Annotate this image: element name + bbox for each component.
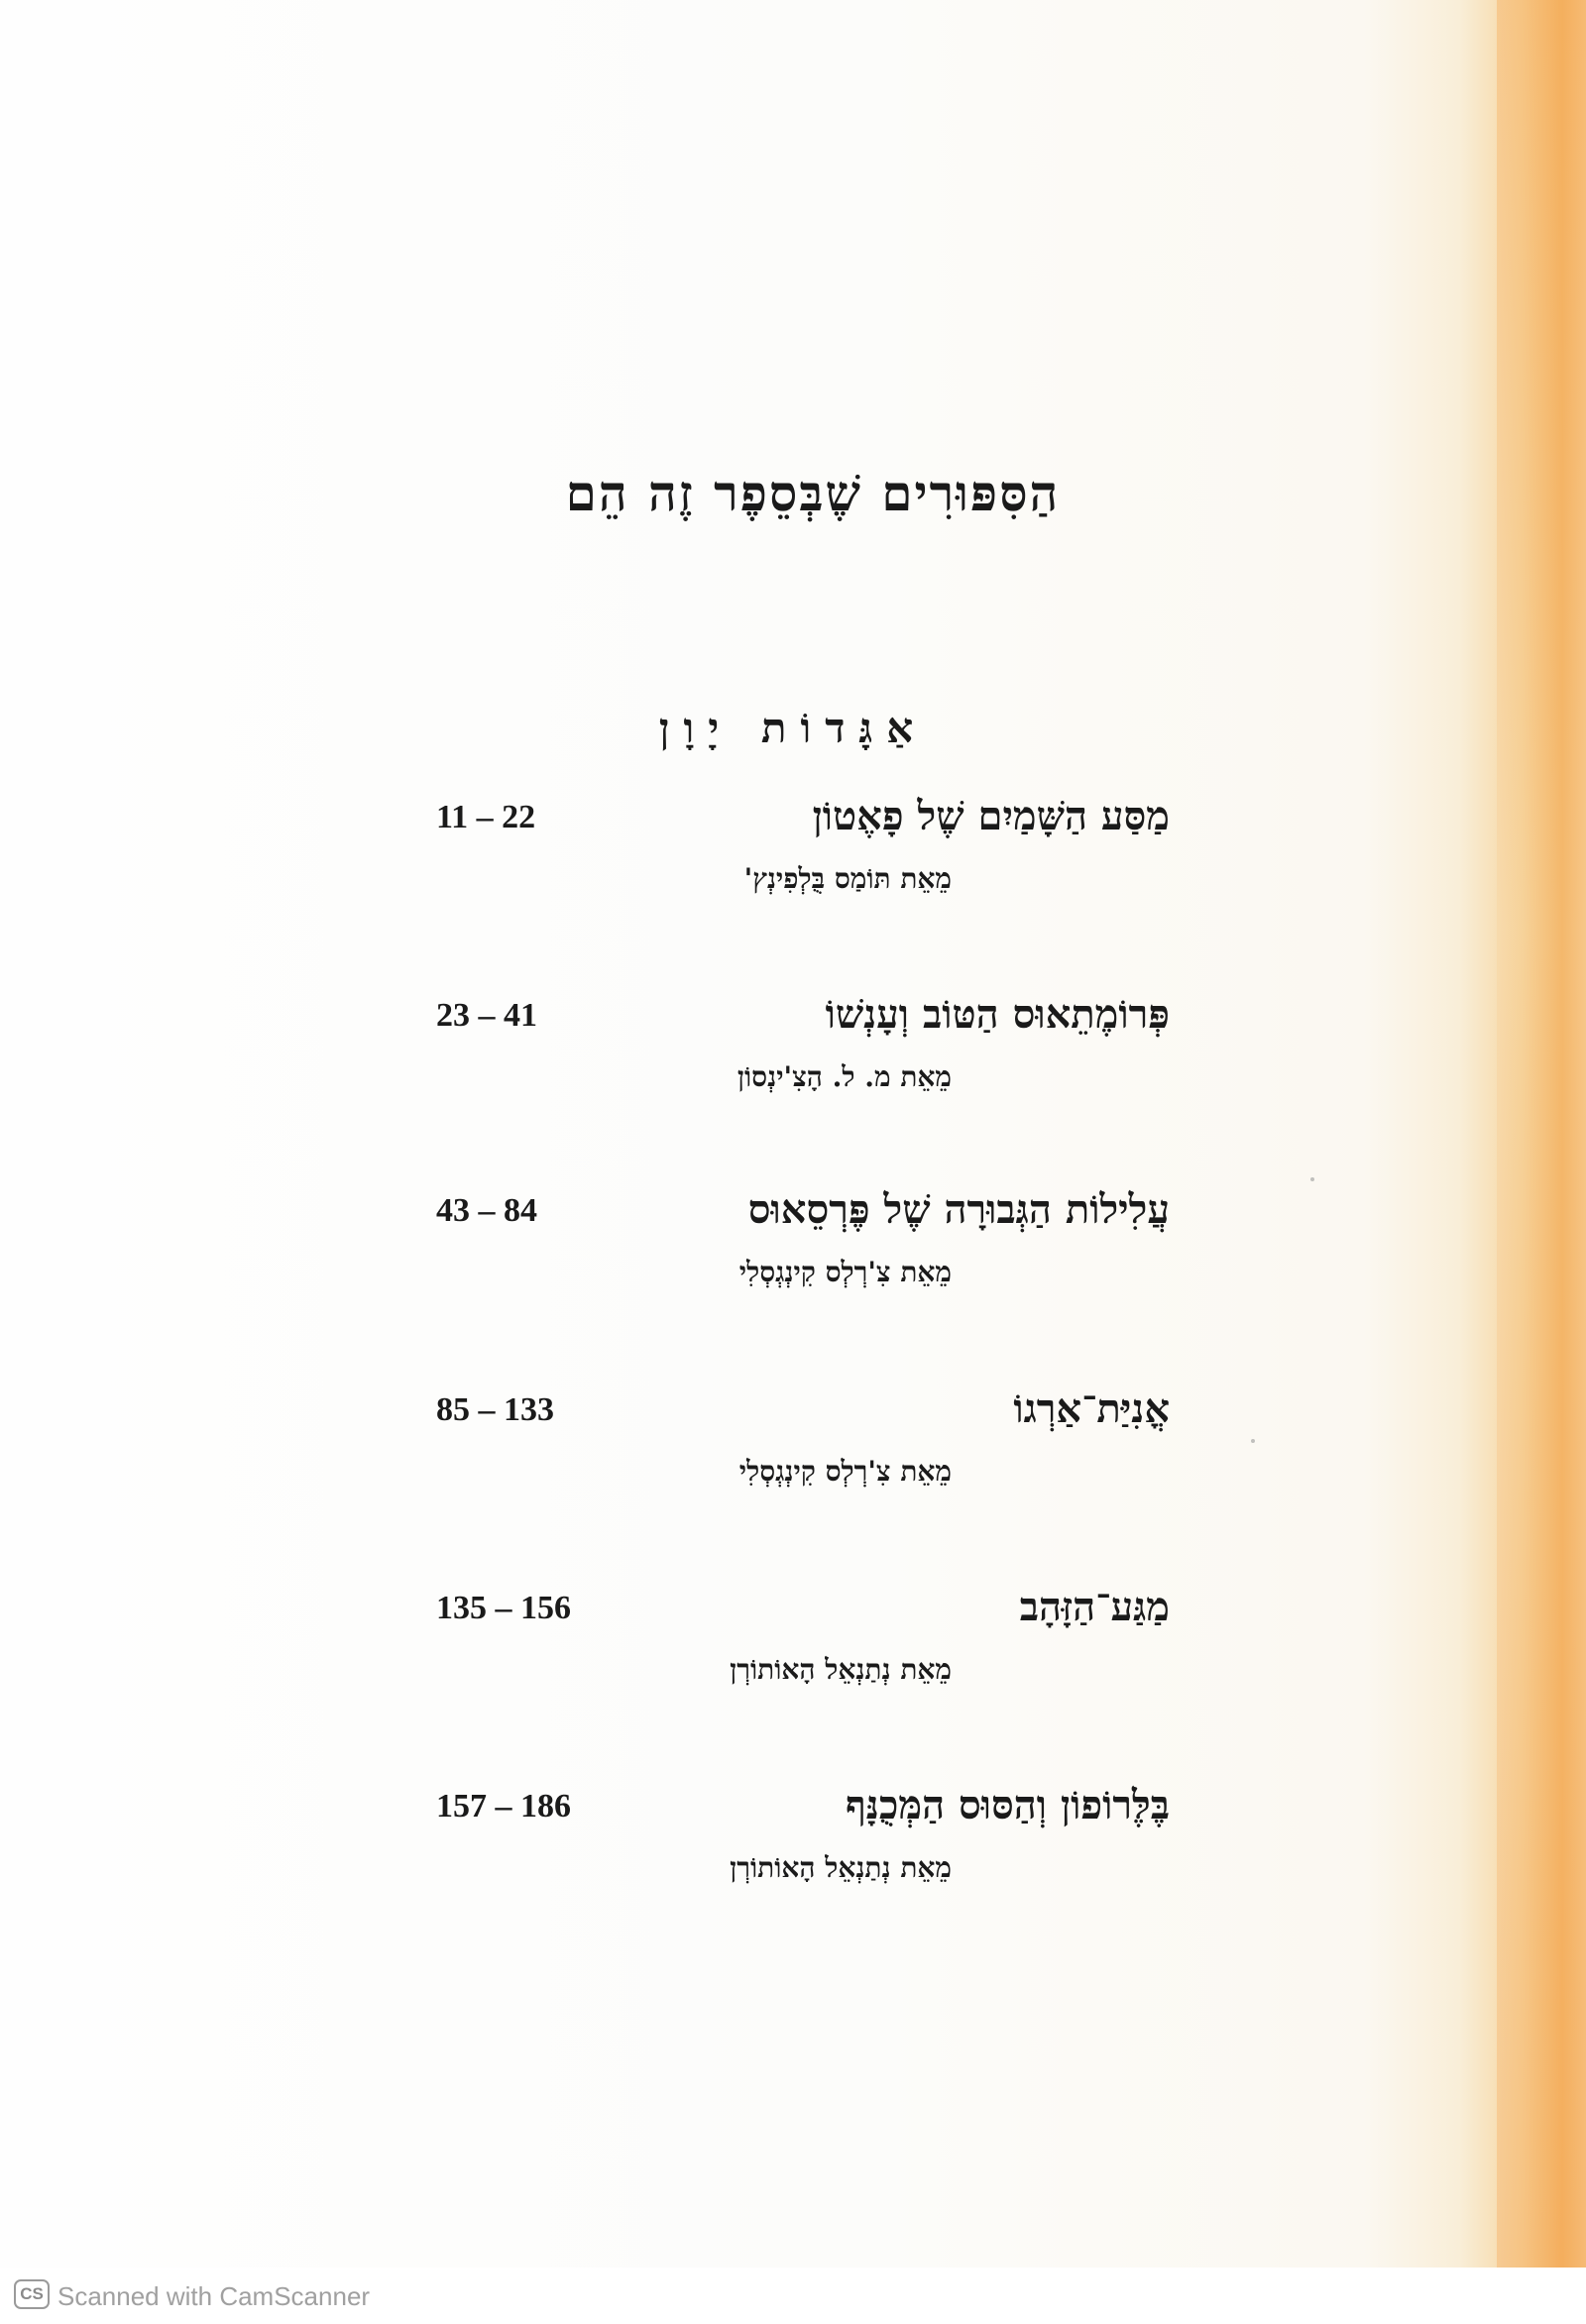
story-author: מֵאֵת נְתַנְאֵל הָאוֹתוֹרְן xyxy=(730,1653,952,1686)
story-title: מַסַּע הַשָּׁמַיִם שֶׁל פָאֶטוֹן xyxy=(812,793,1170,839)
story-title: פְּרוֹמֶתֵאוּס הַטּוֹב וְעָנְשׁוֹ xyxy=(825,991,1170,1038)
story-title: אֳנִיַּת־אַרְגוֹ xyxy=(1013,1385,1170,1432)
story-author: מֵאֵת צִ'רְלְס קִינְגְסְלִי xyxy=(738,1455,952,1488)
camscanner-logo-icon: CS xyxy=(14,2279,50,2309)
toc-entry xyxy=(436,1186,1170,1305)
page-range: 135 – 156 xyxy=(436,1590,571,1626)
paper-speck xyxy=(1310,1177,1314,1181)
page-title: הַסִּפּוּרִים שֶׁבְּסֵפֶר זֶה הֵם xyxy=(565,464,1061,522)
story-author: מֵאֵת מ. ל. הָצִ'ינְסוֹן xyxy=(736,1060,952,1093)
toc-entry xyxy=(436,991,1170,1110)
page-range: 23 – 41 xyxy=(436,997,537,1034)
story-author: מֵאֵת צִ'רְלְס קִינְגְסְלִי xyxy=(738,1256,952,1288)
story-author: מֵאֵת תּוֹמַס בֻּלְפִינְץ' xyxy=(743,862,952,895)
story-title: עֲלִילוֹת הַגְּבוּרָה שֶׁל פֶּרְסֵאוּס xyxy=(747,1186,1170,1233)
page-edge-discoloration xyxy=(1497,0,1586,2324)
toc-entry xyxy=(436,1584,1170,1703)
section-title: אַגָּדוֹת יָוָן xyxy=(658,704,928,752)
page-range: 157 – 186 xyxy=(436,1788,571,1825)
toc-entry xyxy=(436,1385,1170,1504)
scanner-watermark-text: Scanned with CamScanner xyxy=(57,2281,371,2311)
page-range: 85 – 133 xyxy=(436,1391,554,1428)
paper-speck xyxy=(1251,1439,1255,1443)
toc-entry xyxy=(436,1782,1170,1901)
scanner-footer xyxy=(0,2268,1586,2324)
story-title: מַגַּע־הַזָּהָב xyxy=(1019,1584,1170,1630)
page-range: 11 – 22 xyxy=(436,799,536,835)
story-title: בֶּלֶּרוֹפוֹן וְהַסּוּס הַמְּכֻנָּף xyxy=(846,1782,1170,1828)
toc-entry xyxy=(436,793,1170,912)
story-author: מֵאֵת נְתַנְאֵל הָאוֹתוֹרְן xyxy=(730,1851,952,1884)
page-range: 43 – 84 xyxy=(436,1192,537,1229)
